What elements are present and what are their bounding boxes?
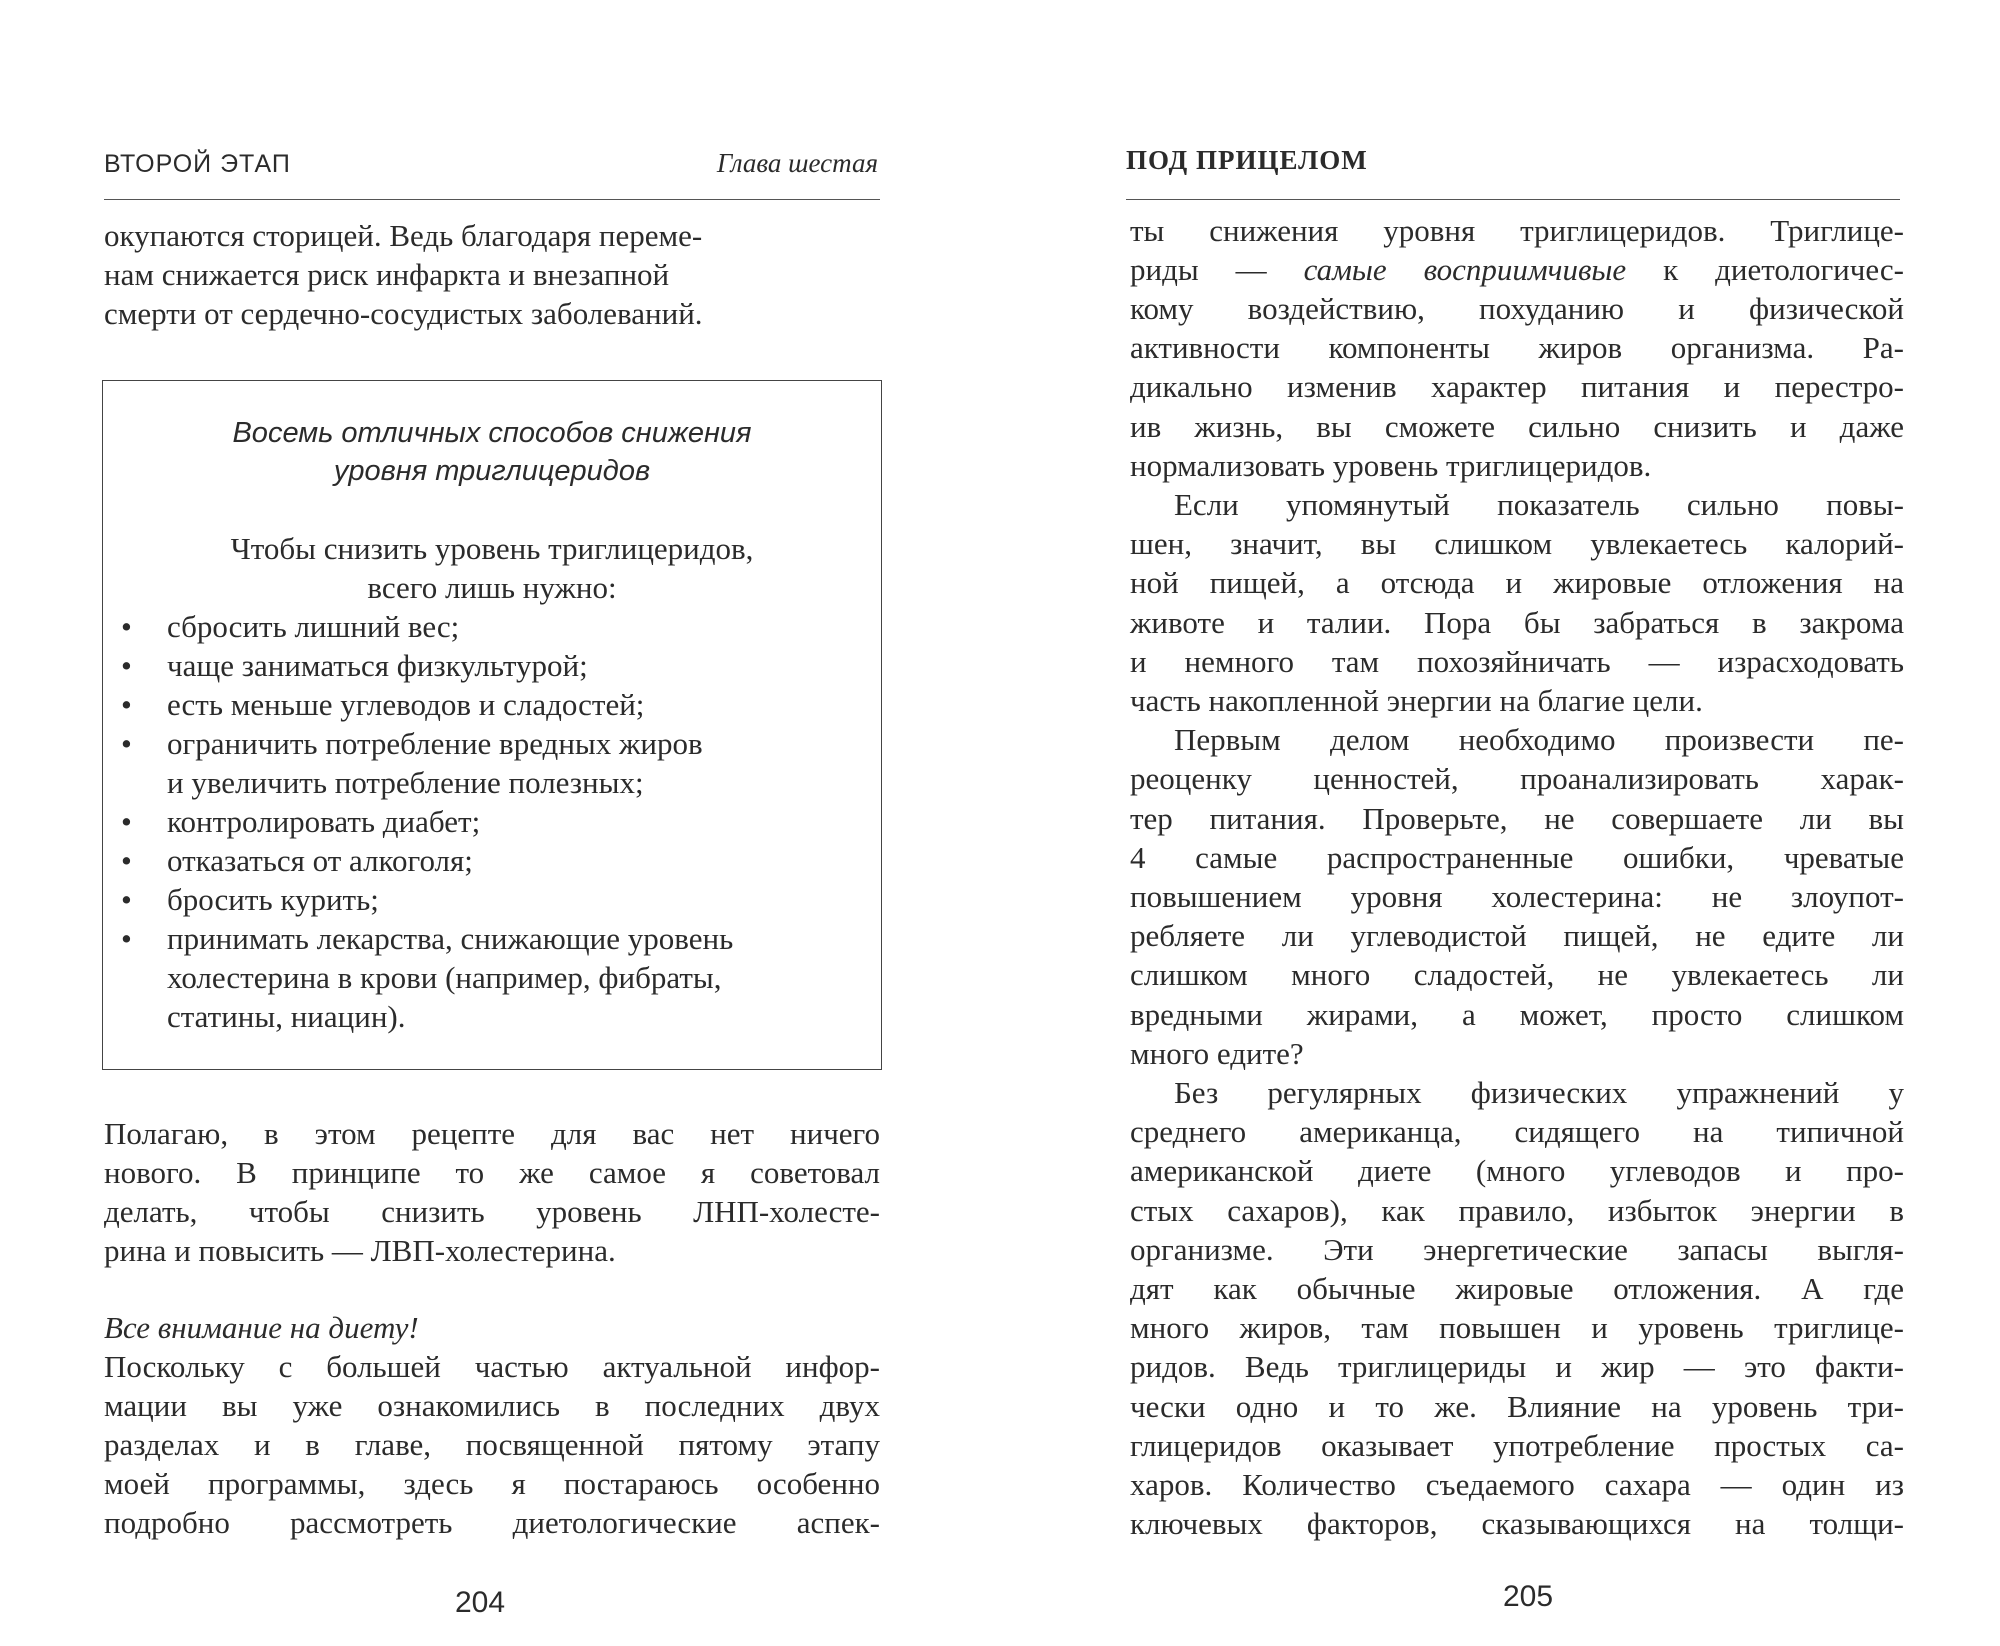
bullet-icon: • xyxy=(121,921,132,956)
text-line: Если упомянутый показатель сильно повы- xyxy=(1174,487,1904,522)
page-number: 204 xyxy=(455,1586,506,1619)
list-item: бросить курить; xyxy=(167,882,379,917)
list-item: принимать лекарства, снижающие уровень xyxy=(167,921,734,956)
text-line: ключевых факторов, сказывающихся на толщи- xyxy=(1130,1506,1904,1541)
text-line: организме. Эти энергетические запасы выгля- xyxy=(1130,1232,1904,1267)
emphasis-text: самые восприимчивые xyxy=(1303,252,1627,287)
text-line: моей программы, здесь я постараюсь особенно xyxy=(104,1466,880,1501)
text-line: дят как обычные жировые отложения. А где xyxy=(1130,1271,1904,1306)
text-line: разделах и в главе, посвященной пятому этапу xyxy=(104,1427,880,1462)
text-line: харов. Количество съедаемого сахара — один из xyxy=(1130,1467,1904,1502)
text-line: слишком много сладостей, не увлекаетесь ли xyxy=(1130,957,1904,992)
chapter-title: Глава шестая xyxy=(716,148,878,178)
text-line: вредными жирами, а может, просто слишком xyxy=(1130,997,1904,1032)
text-line: ты снижения уровня триглицеридов. Триглице- xyxy=(1130,213,1904,248)
text-line: повышением уровня холестерина: не злоупот- xyxy=(1130,879,1904,914)
box-title-line: уровня триглицеридов xyxy=(333,455,651,487)
text-line: Первым делом необходимо произвести пе- xyxy=(1174,722,1904,757)
text-line: тер питания. Проверьте, не совершаете ли вы xyxy=(1130,801,1904,836)
text-line: ив жизнь, вы сможете сильно снизить и даже xyxy=(1130,409,1904,444)
bullet-icon: • xyxy=(121,609,132,644)
text-line: кому воздействию, похуданию и физической xyxy=(1130,291,1904,326)
bullet-icon: • xyxy=(121,648,132,683)
bullet-icon: • xyxy=(121,843,132,878)
list-item: сбросить лишний вес; xyxy=(167,609,460,644)
text-line: мации вы уже ознакомились в последних двух xyxy=(104,1388,880,1423)
header-rule xyxy=(104,199,880,200)
running-header xyxy=(104,140,880,200)
part-title: ВТОРОЙ ЭТАП xyxy=(104,150,291,178)
bullet-icon: • xyxy=(121,804,132,839)
text-line: Поскольку с большей частью актуальной инфор- xyxy=(104,1349,880,1384)
list-item: есть меньше углеводов и сладостей; xyxy=(167,687,645,722)
text-line: часть накопленной энергии на благие цели. xyxy=(1130,683,1703,718)
bullet-icon: • xyxy=(121,726,132,761)
text-line: 4 самые распространенные ошибки, чреватые xyxy=(1130,840,1904,875)
text-line: активности компоненты жиров организма. Ра- xyxy=(1130,330,1904,365)
text-line: глицеридов оказывает употребление простых са- xyxy=(1130,1428,1904,1463)
text-line: и немного там похозяйничать — израсходовать xyxy=(1130,644,1904,679)
bullet-icon: • xyxy=(121,687,132,722)
text-line: дикально изменив характер питания и перестро- xyxy=(1130,369,1904,404)
list-item-continuation: и увеличить потребление полезных; xyxy=(167,765,644,800)
header-rule xyxy=(1126,199,1900,200)
tips-box xyxy=(102,380,882,1070)
list-item-continuation: холестерина в крови (например, фибраты, xyxy=(167,960,722,995)
text-line: стых сахаров), как правило, избыток энергии в xyxy=(1130,1193,1904,1228)
page-number: 205 xyxy=(1503,1580,1554,1613)
box-intro-line: Чтобы снизить уровень триглицеридов, xyxy=(230,531,754,566)
text-line: среднего американца, сидящего на типичной xyxy=(1130,1114,1904,1149)
text-line xyxy=(1130,254,1904,285)
text-line: животе и талии. Пора бы забраться в закрома xyxy=(1130,605,1904,640)
text-line: подробно рассмотреть диетологические аспек- xyxy=(104,1505,880,1540)
list-item-continuation: статины, ниацин). xyxy=(167,999,406,1034)
text-line: реоценку ценностей, проанализировать харак- xyxy=(1130,761,1904,796)
list-item: чаще заниматься физкультурой; xyxy=(167,648,588,683)
text-run: к диетологичес- xyxy=(1626,252,1904,287)
text-line: много жиров, там повышен и уровень триглице- xyxy=(1130,1310,1904,1345)
section-title: ПОД ПРИЦЕЛОМ xyxy=(1126,145,1368,175)
box-intro-line: всего лишь нужно: xyxy=(367,570,617,605)
text-line: американской диете (много углеводов и про- xyxy=(1130,1153,1904,1188)
text-line: рина и повысить — ЛВП-холестерина. xyxy=(104,1233,616,1268)
text-line: ребляете ли углеводистой пищей, не едите ли xyxy=(1130,918,1904,953)
text-line: смерти от сердечно-сосудистых заболеваний. xyxy=(104,296,703,331)
list-item: контролировать диабет; xyxy=(167,804,481,839)
text-line: ридов. Ведь триглицериды и жир — это факти- xyxy=(1130,1349,1904,1384)
subheading: Все внимание на диету! xyxy=(104,1310,419,1345)
text-line: много едите? xyxy=(1130,1036,1304,1071)
text-line: чески одно и то же. Влияние на уровень три- xyxy=(1130,1389,1904,1424)
text-line: нового. В принципе то же самое я советовал xyxy=(104,1155,880,1190)
text-line: Полагаю, в этом рецепте для вас нет ничего xyxy=(104,1116,880,1151)
text-line: окупаются сторицей. Ведь благодаря переме- xyxy=(104,218,703,253)
bullet-icon: • xyxy=(121,882,132,917)
running-header xyxy=(1126,140,1900,200)
text-line: шен, значит, вы слишком увлекаетесь калорий- xyxy=(1130,526,1904,561)
box-title-line: Восемь отличных способов снижения xyxy=(232,417,752,449)
list-item: ограничить потребление вредных жиров xyxy=(167,726,703,761)
text-line: Без регулярных физических упражнений у xyxy=(1174,1075,1904,1110)
text-line: делать, чтобы снизить уровень ЛНП-холесте- xyxy=(104,1194,880,1229)
text-line: нормализовать уровень триглицеридов. xyxy=(1130,448,1652,483)
text-run: риды — xyxy=(1130,252,1304,287)
text-line: ной пищей, а отсюда и жировые отложения на xyxy=(1130,565,1904,600)
text-line: нам снижается риск инфаркта и внезапной xyxy=(104,257,670,292)
list-item: отказаться от алкоголя; xyxy=(167,843,473,878)
